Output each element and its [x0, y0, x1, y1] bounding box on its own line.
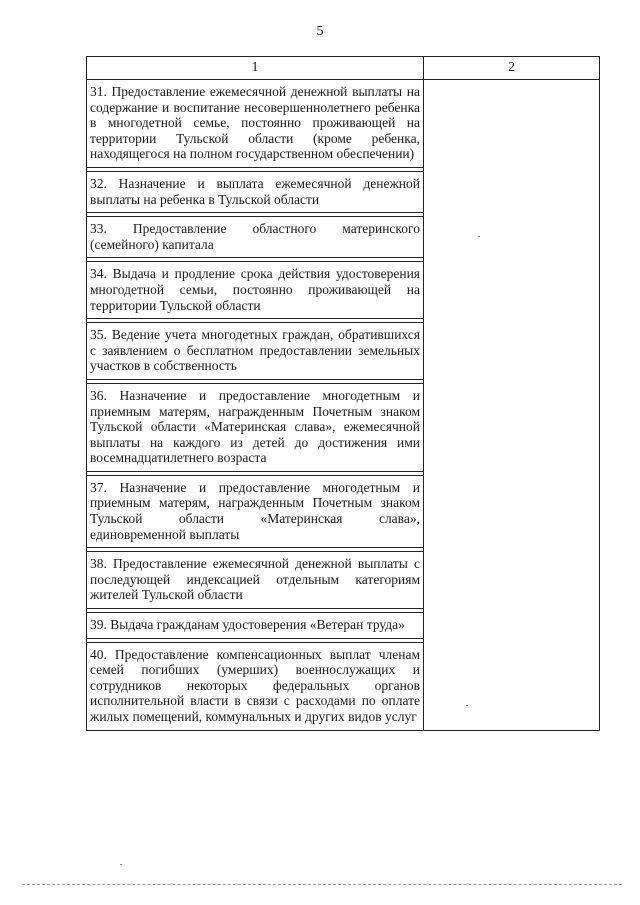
service-item-32: 32. Назначение и выплата ежемесячной денежной выплаты на ребенка в Тульской области	[87, 171, 424, 212]
column-2-blank-cell	[424, 80, 600, 731]
service-item-36: 36. Назначение и предоставление многодетным и приемным матерям, награжденным Почетным знаком Тульской области «Материнская слава», ежемесячной выплаты на каждого из детей до достижения ими восемнадцатилетнего возраста	[87, 383, 424, 471]
service-item-33: 33. Предоставление областного материнского (семейного) капитала	[87, 217, 424, 258]
service-item-34: 34. Выдача и продление срока действия удостоверения многодетной семьи, постоянно проживающей на территории Тульской области	[87, 262, 424, 319]
service-item-31: 31. Предоставление ежемесячной денежной выплаты на содержание и воспитание несовершеннолетнего ребенка в многодетной семье, постоянно проживающей на территории Тульской области (кроме ребенка, находящегося на полном государственном обеспечении)	[87, 80, 424, 168]
page-number: 5	[316, 24, 324, 39]
scan-speck	[466, 705, 468, 706]
column-header-2: 2	[424, 57, 600, 80]
service-item-38: 38. Предоставление ежемесячной денежной выплаты с последующей индексацией отдельным категориям жителей Тульской области	[87, 552, 424, 609]
service-item-39: 39. Выдача гражданам удостоверения «Ветеран труда»	[87, 613, 424, 639]
service-item-40: 40. Предоставление компенсационных выплат членам семей погибших (умерших) военнослужащих и сотрудников некоторых федеральных органов исполнительной власти в связи с расходами по оплате жилых помещений, коммунальных и других видов услуг	[87, 642, 424, 730]
scan-edge-line	[22, 884, 622, 885]
scan-speck	[120, 864, 122, 865]
scan-speck	[478, 236, 480, 237]
table-row	[87, 80, 600, 168]
service-item-35: 35. Ведение учета многодетных граждан, обратившихся с заявлением о бесплатном предоставлении земельных участков в собственность	[87, 323, 424, 380]
services-table	[86, 56, 600, 731]
table-header-row	[87, 57, 600, 80]
column-header-1: 1	[87, 57, 424, 80]
service-item-37: 37. Назначение и предоставление многодетным и приемным матерям, награжденным Почетным знаком Тульской области «Материнская слава», единовременной выплаты	[87, 475, 424, 547]
